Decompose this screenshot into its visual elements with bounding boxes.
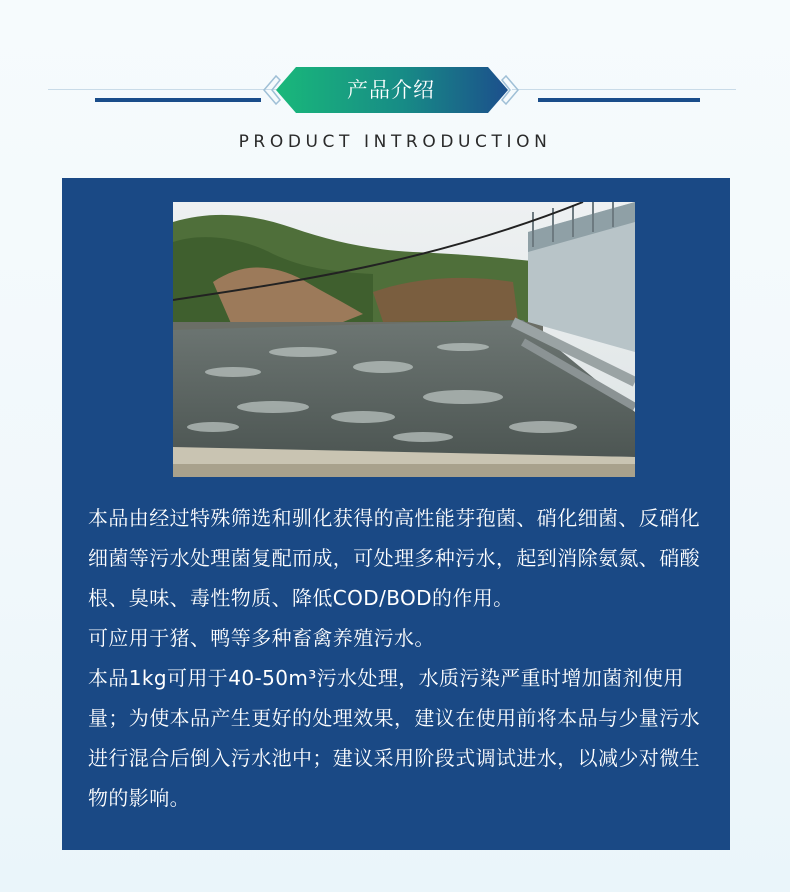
product-description — [88, 498, 716, 818]
section-subtitle: PRODUCT INTRODUCTION — [238, 132, 552, 152]
sewage-treatment-pool-photo-icon — [173, 202, 635, 477]
description-paragraph-3: 本品1kg可用于40-50m³污水处理，水质污染严重时增加菌剂使用量；为使本品产生更好的处理效果，建议在使用前将本品与少量污水进行混合后倒入污水池中；建议采用阶段式调试进水，以减少对微生物的影响。 — [88, 666, 700, 810]
section-header — [0, 62, 790, 122]
description-paragraph-2: 可应用于猪、鸭等多种畜禽养殖污水。 — [88, 626, 435, 650]
header-rule-right — [538, 98, 700, 102]
section-title: 产品介绍 — [347, 78, 435, 102]
header-thin-rule-left — [48, 89, 278, 90]
sewage-pool-photo — [173, 202, 635, 477]
product-info-panel — [62, 178, 730, 850]
description-paragraph-1: 本品由经过特殊筛选和驯化获得的高性能芽孢菌、硝化细菌、反硝化细菌等污水处理菌复配而成，可处理多种污水，起到消除氨氮、硝酸根、臭味、毒性物质、降低COD/BOD的作用。 — [88, 506, 700, 610]
header-thin-rule-right — [512, 89, 736, 90]
header-rule-left — [95, 98, 261, 102]
